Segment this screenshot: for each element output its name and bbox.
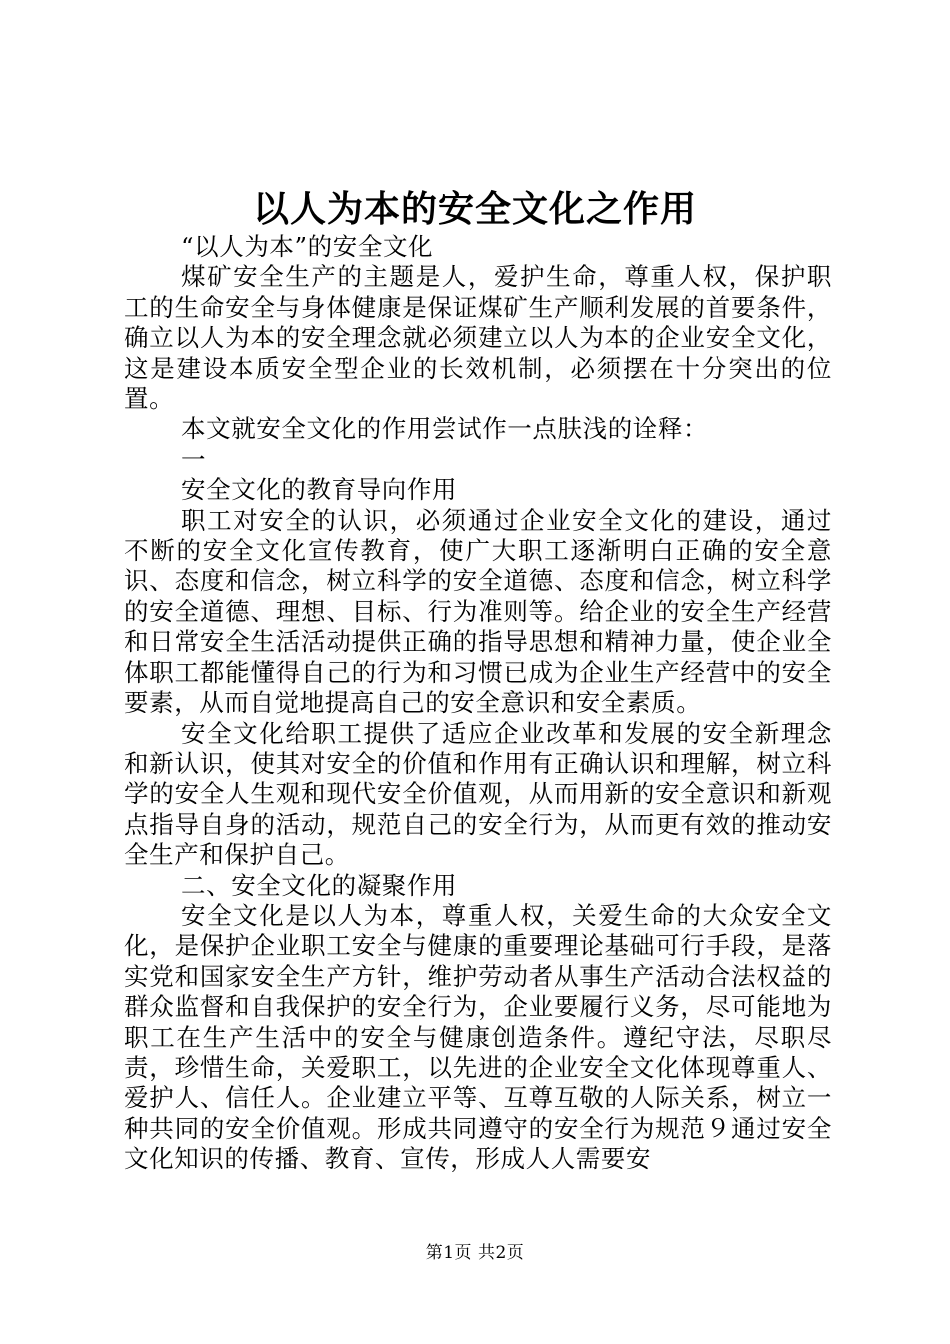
paragraph: 本文就安全文化的作用尝试作一点肤浅的诠释： — [181, 414, 709, 444]
paragraph: 一 — [181, 444, 207, 474]
paragraph: 二、安全文化的凝聚作用 — [181, 870, 458, 900]
paragraph: 安全文化是以人为本，尊重人权，关爱生命的大众安全文化，是保护企业职工安全与健康的重要理论基础可行手段，是落实党和国家安全生产方针，维护劳动者从事生产活动合法权益的群众监督和自我保护的安全行为，企业要履行义务，尽可能地为职工在生产生活中的安全与健康创造条件。遵纪守法，尽职尽责，珍惜生命，关爱职工，以先进的企业安全文化体现尊重人、爱护人、信任人。企业建立平等、互尊互敬的人际关系，树立一种共同的安全价值观。形成共同遵守的安全行为规范９通过安全文化知识的传播、教育、宣传，形成人人需要安 — [124, 900, 832, 1174]
paragraph: 煤矿安全生产的主题是人，爱护生命，尊重人权，保护职工的生命安全与身体健康是保证煤矿生产顺利发展的首要条件，确立以人为本的安全理念就必须建立以人为本的企业安全文化，这是建设本质安全型企业的长效机制，必须摆在十分突出的位置。 — [124, 262, 832, 414]
page-footer: 第1页 共2页 — [425, 1243, 525, 1263]
paragraph: “以人为本”的安全文化 — [181, 232, 434, 261]
document-body — [124, 232, 832, 1175]
document-title: 以人为本的安全文化之作用 — [252, 188, 697, 230]
paragraph: 安全文化的教育导向作用 — [181, 475, 458, 505]
paragraph: 安全文化给职工提供了适应企业改革和发展的安全新理念和新认识，使其对安全的价值和作用有正确认识和理解，树立科学的安全人生观和现代安全价值观，从而用新的安全意识和新观点指导自身的活动，规范自己的安全行为，从而更有效的推动安全生产和保护自己。 — [124, 718, 832, 870]
paragraph: 职工对安全的认识，必须通过企业安全文化的建设，通过不断的安全文化宣传教育，使广大职工逐渐明白正确的安全意识、态度和信念，树立科学的安全道德、态度和信念，树立科学的安全道德、理想、目标、行为准则等。给企业的安全生产经营和日常安全生活活动提供正确的指导思想和精神力量，使企业全体职工都能懂得自己的行为和习惯已成为企业生产经营中的安全要素，从而自觉地提高自己的安全意识和安全素质。 — [124, 505, 832, 718]
